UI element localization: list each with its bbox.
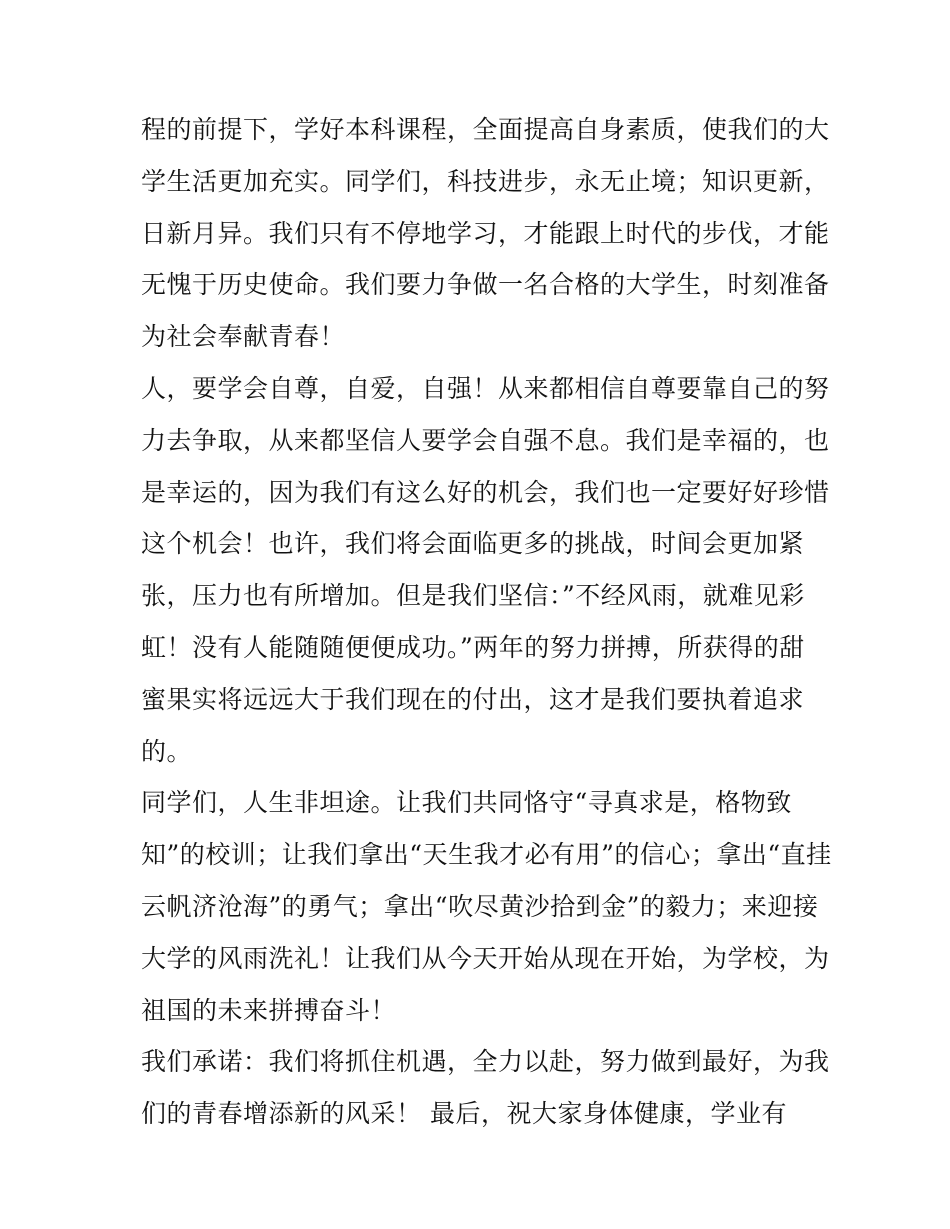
text-line: 人，要学会自尊，自爱，自强！从来都相信自尊要靠自己的努 (141, 373, 830, 403)
text-line: 学生活更加充实。同学们，科技进步，永无止境；知识更新， (141, 166, 830, 196)
text-line: 我们承诺：我们将抓住机遇，全力以赴，努力做到最好，为我 (141, 1047, 830, 1077)
text-line: 的。 (141, 736, 193, 766)
text-line: 大学的风雨洗礼！让我们从今天开始从现在开始，为学校，为 (141, 943, 830, 973)
text-line: 知”的校训；让我们拿出“天生我才必有用”的信心；拿出“直挂 (141, 840, 832, 870)
text-line: 云帆济沧海”的勇气；拿出“吹尽黄沙拾到金”的毅力；来迎接 (141, 891, 819, 921)
text-line: 为社会奉献青春！ (141, 322, 346, 352)
text-line: 蜜果实将远远大于我们现在的付出，这才是我们要执着追求 (141, 684, 805, 714)
text-line: 们的青春增添新的风采！ 最后，祝大家身体健康，学业有 (141, 1099, 787, 1129)
text-line: 力去争取，从来都坚信人要学会自强不息。我们是幸福的，也 (141, 425, 830, 455)
text-line: 程的前提下，学好本科课程，全面提高自身素质，使我们的大 (141, 115, 830, 144)
text-line: 日新月异。我们只有不停地学习，才能跟上时代的步伐，才能 (141, 218, 830, 248)
text-line: 无愧于历史使命。我们要力争做一名合格的大学生，时刻准备 (141, 270, 830, 300)
text-line: 虹！没有人能随随便便成功。”两年的努力拼搏，所获得的甜 (141, 632, 805, 662)
text-line: 同学们，人生非坦途。让我们共同恪守“寻真求是，格物致 (141, 788, 792, 818)
text-line: 张，压力也有所增加。但是我们坚信：”不经风雨，就难见彩 (141, 581, 805, 611)
text-line: 祖国的未来拼搏奋斗！ (141, 995, 397, 1025)
document-body-text (141, 104, 832, 1140)
text-line: 这个机会！也许，我们将会面临更多的挑战，时间会更加紧 (141, 529, 805, 559)
text-line: 是幸运的，因为我们有这么好的机会，我们也一定要好好珍惜 (141, 477, 830, 507)
